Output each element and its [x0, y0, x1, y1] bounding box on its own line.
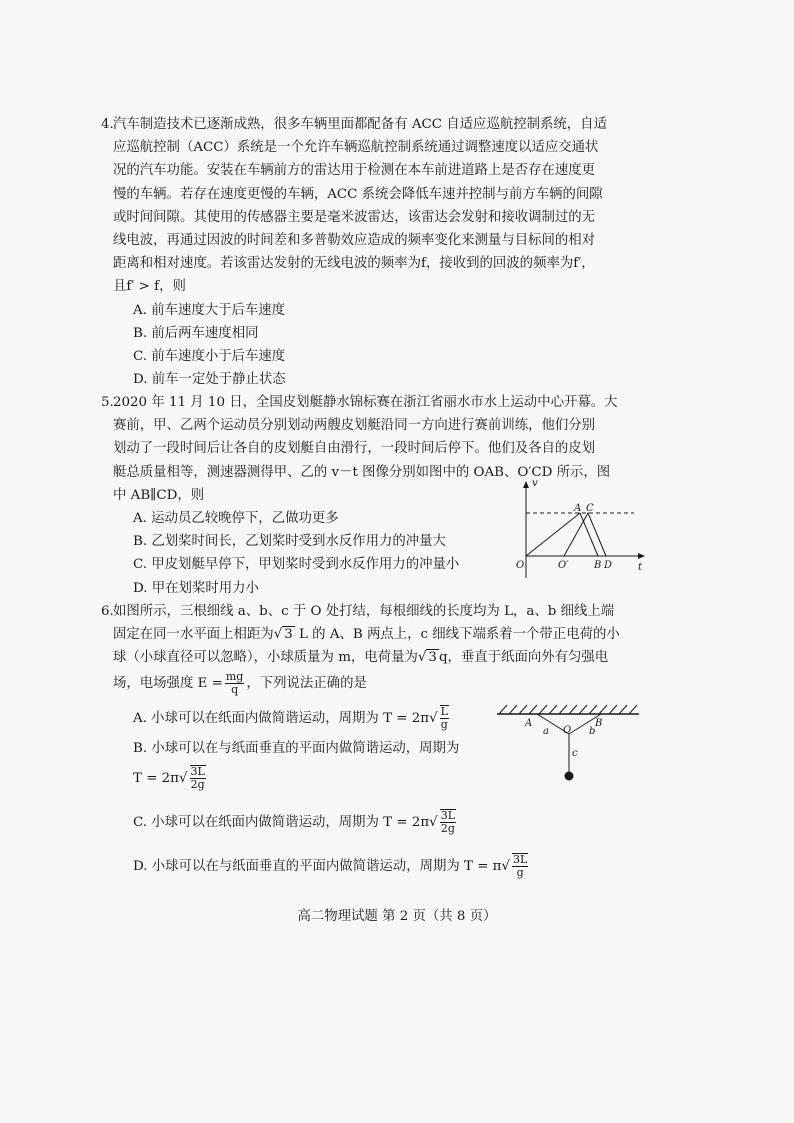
option-d: D. 前车一定处于静止状态: [133, 372, 286, 388]
point-a-label: A: [525, 718, 533, 729]
origin-label: O: [516, 560, 525, 571]
denominator: g: [440, 718, 448, 732]
question-text-line: 如图所示，三根细线 a、b、c 于 O 处打结，每根细线的长度均为 L，a、b 细线上端: [113, 604, 615, 619]
point-b-label: B: [595, 718, 603, 729]
question-text-line: 慢的车辆。若存在速度更慢的车辆，ACC 系统会降低车速并控制与前方车辆的间隙: [113, 186, 603, 202]
question-text-line: 线电波，再通过因波的时间差和多普勒效应造成的频率变化来测量与目标间的相对: [113, 232, 596, 248]
string-b-label: b: [589, 726, 596, 737]
page-footer: 高二物理试题 第 2 页（共 8 页）: [297, 909, 497, 924]
sqrt-sign: √: [501, 858, 511, 874]
fraction: [512, 853, 528, 879]
radicand: 3: [284, 627, 293, 643]
question-4: [101, 113, 673, 391]
string-a-label: a: [543, 726, 549, 737]
question-text-line: 汽车制造技术已逐渐成熟，很多车辆里面都配备有 ACC 自适应巡航控制系统，自适: [113, 117, 607, 132]
pendulum-figure: [493, 700, 641, 786]
text-span: D. 小球可以在与纸面垂直的平面内做简谐运动，周期为 T = π: [133, 858, 502, 874]
sqrt-sign: √: [273, 627, 283, 643]
question-number: 5.: [101, 395, 114, 410]
question-text-line: 或时间间隙。其使用的传感器主要是毫米波雷达，该雷达会发射和接收调制过的无: [113, 209, 596, 225]
question-text-line: 应巡航控制（ACC）系统是一个允许车辆巡航控制系统通过调整速度以适应交通状: [113, 140, 599, 156]
option-d: [113, 849, 673, 885]
question-text-line: 划动了一段时间后让各自的皮划艇自由滑行，一段时间后停下。他们及各自的皮划: [113, 441, 596, 457]
ceiling-hatch: [499, 705, 637, 714]
text-span: ，下列说法正确的是: [246, 675, 367, 691]
o-prime-label: O′: [558, 560, 569, 571]
option-a: A. 运动员乙较晚停下，乙做功更多: [133, 510, 339, 526]
line-oab: [526, 513, 598, 556]
point-c-label: C: [586, 503, 594, 514]
question-text-line: 距离和相对速度。若该雷达发射的无线电波的频率为f，接收到的回波的频率为f′，: [113, 256, 595, 272]
text-span: C. 小球可以在纸面内做简谐运动，周期为 T = 2π: [133, 814, 430, 830]
question-text-line: [113, 646, 673, 669]
fraction: [225, 671, 244, 696]
question-text-line: 赛前，甲、乙两个运动员分别划动两艘皮划艇沿同一方向进行赛前训练，他们分别: [113, 418, 596, 434]
text-span: 球（小球直径可以忽略），小球质量为 m，电荷量为: [113, 650, 418, 666]
denominator: 2g: [190, 778, 205, 792]
option-c: [113, 805, 673, 841]
numerator: L: [440, 705, 448, 719]
charged-ball: [565, 772, 574, 781]
point-d-label: D: [604, 560, 613, 571]
option-c: C. 甲皮划艇早停下，甲划桨时受到水反作用力的冲量小: [133, 557, 460, 573]
option-b: B. 小球可以在与纸面垂直的平面内做简谐运动，周期为: [133, 740, 460, 756]
text-span: 场，电场强度 E =: [113, 675, 223, 691]
t-label: t: [638, 562, 643, 573]
sqrt-sign: √: [179, 770, 188, 786]
radicand: 3: [428, 650, 437, 666]
string-c-label: c: [572, 748, 578, 759]
denominator: q: [231, 682, 239, 696]
text-span: q，垂直于纸面向外有匀强电: [438, 650, 609, 666]
question-text-line: 2020 年 11 月 10 日，全国皮划艇静水锦标赛在浙江省丽水市水上运动中心开幕。大: [113, 395, 618, 410]
knot-o-label: O: [563, 725, 572, 736]
question-text-line: 中 AB∥CD，则: [113, 487, 205, 503]
vt-graph-figure: [512, 478, 647, 583]
question-number: 6.: [101, 604, 114, 619]
text-span: T = 2π: [133, 770, 179, 786]
option-a: A. 前车速度大于后车速度: [133, 302, 286, 318]
numerator: 3L: [190, 765, 205, 779]
option-b: B. 乙划桨时间长，乙划桨时受到水反作用力的冲量大: [133, 534, 446, 550]
sqrt-sign: √: [417, 650, 427, 666]
question-text-line: 且f′ > f，则: [113, 279, 186, 295]
option-d: D. 甲在划桨时用力小: [133, 580, 259, 596]
denominator: 2g: [440, 822, 455, 836]
fraction: [440, 705, 449, 731]
option-b: B. 前后两车速度相同: [133, 325, 259, 341]
denominator: g: [516, 866, 524, 880]
v-label: v: [532, 478, 538, 489]
option-c: C. 前车速度小于后车速度: [133, 348, 286, 364]
numerator: 3L: [440, 809, 456, 823]
question-text-line: [113, 670, 673, 697]
t-axis-arrow: [638, 553, 645, 559]
text-span: A. 小球可以在纸面内做简谐运动，周期为 T = 2π: [133, 710, 430, 726]
question-text-line: 艇总质量相等，测速器测得甲、乙的 v－t 图像分别如图中的 OAB、O′CD 所示，图: [113, 464, 611, 480]
question-text-line: [113, 623, 673, 646]
fraction: [440, 809, 456, 835]
line-ocd: [564, 513, 606, 556]
point-a-label: A: [574, 503, 582, 514]
sqrt-sign: √: [429, 814, 438, 830]
numerator: mg: [225, 669, 244, 683]
v-axis-arrow: [523, 481, 529, 488]
fraction: [190, 765, 206, 791]
question-number: 4.: [101, 117, 114, 132]
sqrt-sign: √: [429, 710, 438, 726]
numerator: 3L: [513, 853, 528, 867]
text-span: 固定在同一水平面上相距为: [113, 627, 274, 643]
question-text-line: 况的汽车功能。安装在车辆前方的雷达用于检测在本车前进道路上是否存在速度更: [113, 163, 596, 179]
text-span: L 的 A、B 两点上，c 细线下端系着一个带正电荷的小: [294, 627, 620, 643]
point-b-label: B: [594, 560, 602, 571]
